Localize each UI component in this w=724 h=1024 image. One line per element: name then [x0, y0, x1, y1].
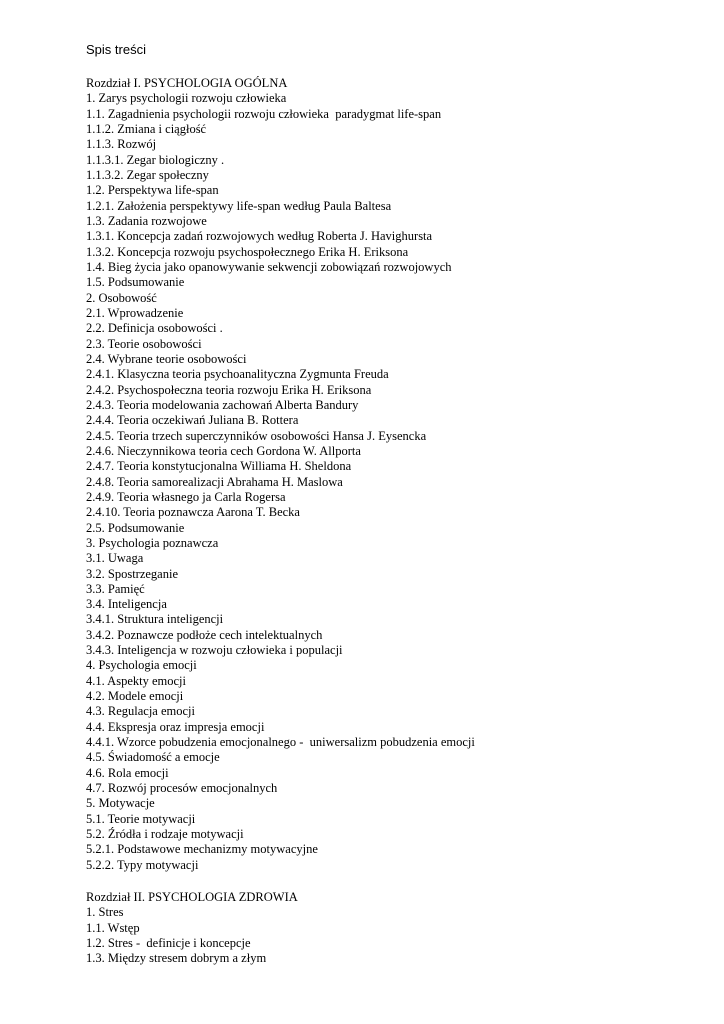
toc-entry: 3. Psychologia poznawcza [86, 535, 219, 550]
toc-entry: 1.1.3.1. Zegar biologiczny . [86, 152, 225, 167]
toc-entry: 2.4. Wybrane teorie osobowości [86, 351, 247, 366]
toc-entry: 3.4.1. Struktura inteligencji [86, 612, 224, 627]
toc-entry: 2.4.5. Teoria trzech superczynników osobowości Hansa J. Eysencka [86, 428, 427, 443]
toc-entry: 5.1. Teorie motywacji [86, 811, 196, 826]
toc-entry: 2.3. Teorie osobowości [86, 336, 202, 351]
toc-entry: 1.3. Zadania rozwojowe [86, 213, 207, 228]
toc-entry: 2.4.4. Teoria oczekiwań Juliana B. Rottera [86, 413, 299, 428]
toc-entry: 1.1. Zagadnienia psychologii rozwoju człowieka paradygmat life-span [86, 106, 442, 121]
toc-entry: 1.1.3. Rozwój [86, 137, 157, 152]
toc-entry: 2.4.2. Psychospołeczna teoria rozwoju Erika H. Eriksona [86, 382, 372, 397]
toc-entry: 2. Osobowość [86, 290, 157, 305]
toc-entry: 5.2. Źródła i rodzaje motywacji [86, 827, 244, 842]
toc-entry: 1.1.2. Zmiana i ciągłość [86, 121, 207, 136]
toc-entry: 2.4.7. Teoria konstytucjonalna Williama H. Sheldona [86, 459, 352, 474]
toc-entry: 5.2.1. Podstawowe mechanizmy motywacyjne [86, 842, 318, 857]
toc-entry: 3.2. Spostrzeganie [86, 566, 178, 581]
toc-entry: 5.2.2. Typy motywacji [86, 857, 199, 872]
toc-entry: 4.4. Ekspresja oraz impresja emocji [86, 719, 265, 734]
toc-entry: 2.4.1. Klasyczna teoria psychoanalityczna Zygmunta Freuda [86, 367, 389, 382]
chapter-1-list [86, 76, 475, 873]
toc-entry: 2.5. Podsumowanie [86, 520, 185, 535]
toc-entry: 4.2. Modele emocji [86, 689, 184, 704]
toc-entry: 3.3. Pamięć [86, 581, 145, 596]
toc-entry: 2.4.9. Teoria własnego ja Carla Rogersa [86, 489, 286, 504]
toc-entry: 2.4.6. Nieczynnikowa teoria cech Gordona W. Allporta [86, 443, 361, 458]
toc-entry: 4.5. Świadomość a emocje [86, 750, 220, 765]
toc-entry: 1.3.2. Koncepcja rozwoju psychospołecznego Erika H. Eriksona [86, 244, 409, 259]
toc-entry: 4.3. Regulacja emocji [86, 704, 195, 719]
chapter-heading: Rozdział I. PSYCHOLOGIA OGÓLNA [86, 76, 288, 90]
toc-entry: 1.4. Bieg życia jako opanowywanie sekwencji zobowiązań rozwojowych [86, 259, 452, 274]
toc-entry: 1. Zarys psychologii rozwoju człowieka [86, 91, 287, 106]
toc-entry: 1.2. Perspektywa life-span [86, 183, 219, 198]
toc-entry: 1.1.3.2. Zegar społeczny [86, 167, 209, 182]
toc-entry: 2.2. Definicja osobowości . [86, 321, 223, 336]
chapter-2-list [86, 890, 298, 967]
toc-entry: 4. Psychologia emocji [86, 658, 197, 673]
toc-entry: 1.3. Między stresem dobrym a złym [86, 951, 267, 966]
toc-entry: 4.4.1. Wzorce pobudzenia emocjonalnego - uniwersalizm pobudzenia emocji [86, 735, 475, 750]
toc-entry: 1.1. Wstęp [86, 920, 140, 935]
toc-entry: 2.1. Wprowadzenie [86, 305, 184, 320]
toc-entry: 1.5. Podsumowanie [86, 275, 185, 290]
toc-entry: 1.2. Stres - definicje i koncepcje [86, 935, 251, 950]
toc-entry: 1.3.1. Koncepcja zadań rozwojowych według Roberta J. Havighursta [86, 229, 433, 244]
toc-entry: 1. Stres [86, 905, 124, 920]
toc-entry: 3.1. Uwaga [86, 551, 144, 566]
toc-entry: 2.4.3. Teoria modelowania zachowań Alberta Bandury [86, 397, 359, 412]
toc-entry: 2.4.10. Teoria poznawcza Aarona T. Becka [86, 505, 300, 520]
toc-entry: 5. Motywacje [86, 796, 155, 811]
toc-entry: 4.1. Aspekty emocji [86, 673, 186, 688]
toc-entry: 2.4.8. Teoria samorealizacji Abrahama H. Maslowa [86, 474, 343, 489]
toc-entry: 3.4. Inteligencja [86, 597, 167, 612]
chapter-heading: Rozdział II. PSYCHOLOGIA ZDROWIA [86, 890, 298, 904]
toc-entry: 3.4.3. Inteligencja w rozwoju człowieka i populacji [86, 643, 343, 658]
document-title: Spis treści [86, 42, 146, 57]
toc-entry: 4.7. Rozwój procesów emocjonalnych [86, 781, 278, 796]
toc-entry: 1.2.1. Założenia perspektywy life-span według Paula Baltesa [86, 198, 392, 213]
toc-entry: 4.6. Rola emocji [86, 765, 169, 780]
toc-entry: 3.4.2. Poznawcze podłoże cech intelektualnych [86, 627, 323, 642]
